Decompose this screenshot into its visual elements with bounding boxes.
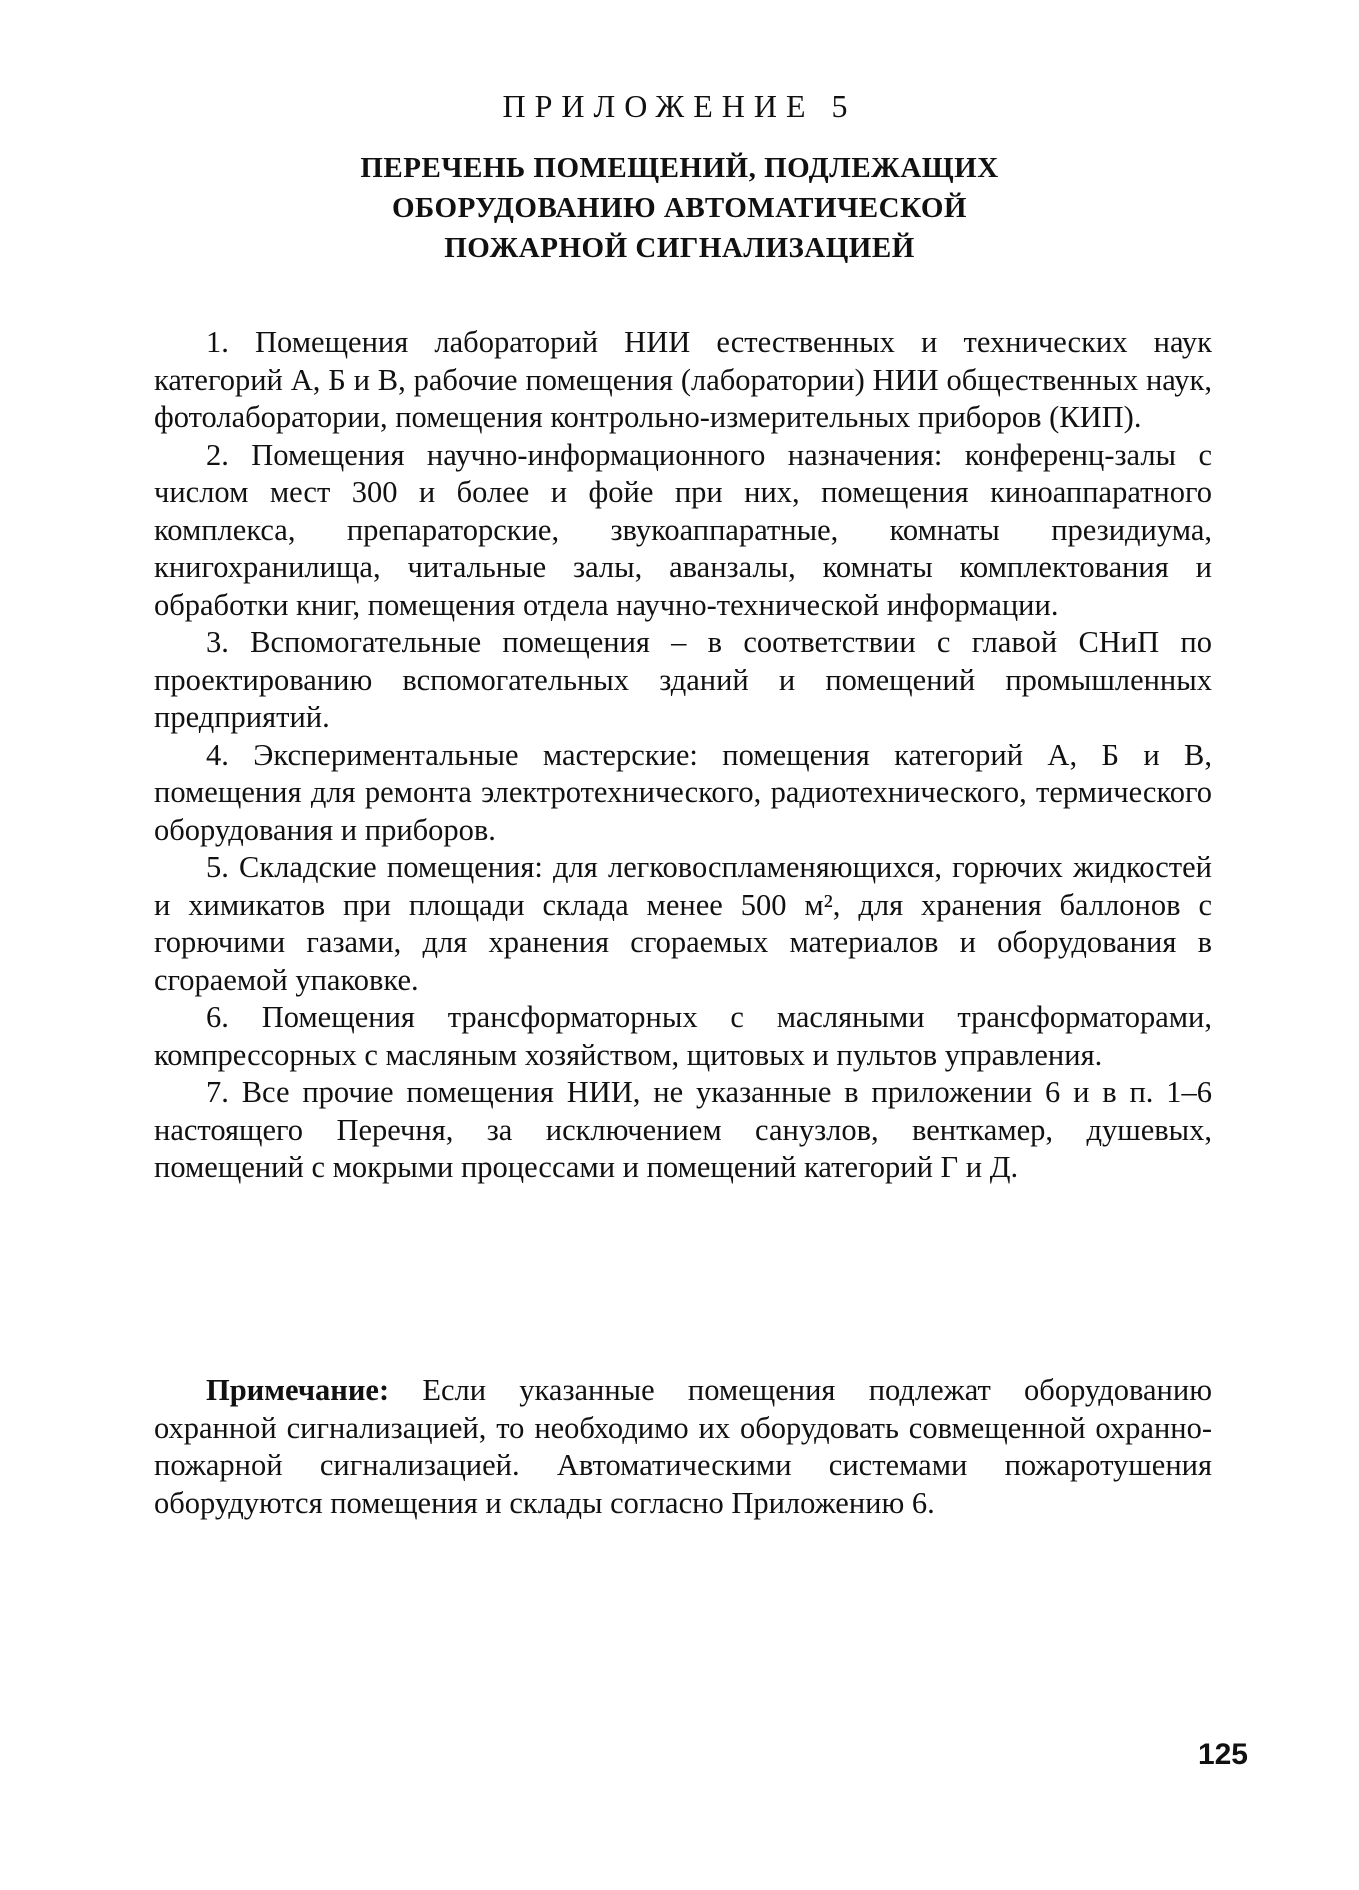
list-item: 3. Вспомогательные помещения – в соответствии с главой СНиП по проектированию вспомогательных зданий и помещений промышленных предприятий. <box>154 625 1212 734</box>
note-label: Примечание: <box>206 1373 390 1407</box>
list-item: 1. Помещения лабораторий НИИ естественных и технических наук категорий А, Б и В, рабочие помещения (лаборатории) НИИ общественных наук, фотолаборатории, помещения контрольно-измерительных приборов (КИП). <box>154 325 1212 434</box>
list-item: 6. Помещения трансформаторных с масляными трансформаторами, компрессорных с масляным хозяйством, щитовых и пультов управления. <box>154 1000 1212 1072</box>
appendix-label: ПРИЛОЖЕНИЕ 5 <box>502 88 857 124</box>
document-title <box>0 148 1359 268</box>
list-item: 4. Экспериментальные мастерские: помещения категорий А, Б и В, помещения для ремонта электротехнического, радиотехнического, термического оборудования и приборов. <box>154 737 1212 847</box>
list-item: 7. Все прочие помещения НИИ, не указанные в приложении 6 и в п. 1–6 настоящего Перечня, за исключением санузлов, венткамер, душевых, помещений с мокрыми процессами и помещений категорий Г и Д. <box>154 1075 1212 1184</box>
list-item: 5. Складские помещения: для легковоспламеняющихся, горючих жидкостей и химикатов при площади склада менее 500 м², для хранения баллонов с горючими газами, для хранения сгораемых материалов и оборудования в сгораемой упаковке. <box>154 850 1212 997</box>
room-list <box>154 324 1212 1187</box>
list-item: 2. Помещения научно-информационного назначения: конференц-залы с числом мест 300 и более и фойе при них, помещения киноаппаратного комплекса, препараторские, звукоаппаратные, комнаты президиума, книгохранилища, читальные залы, аванзалы, комнаты комплектования и обработки книг, помещения отдела научно-технической информации. <box>154 437 1212 622</box>
title-line: ОБОРУДОВАНИЮ АВТОМАТИЧЕСКОЙ <box>392 192 967 224</box>
page-number: 125 <box>1197 1738 1248 1771</box>
title-line: ПОЖАРНОЙ СИГНАЛИЗАЦИЕЙ <box>444 232 915 264</box>
note-text: Если указанные помещения подлежат оборудованию охранной сигнализацией, то необходимо их оборудовать совмещенной охранно-пожарной сигнализацией. Автоматическими системами пожаротушения оборудуются помещения и склады согласно Приложению 6. <box>154 1373 1212 1520</box>
title-line: ПЕРЕЧЕНЬ ПОМЕЩЕНИЙ, ПОДЛЕЖАЩИХ <box>360 152 999 184</box>
note-paragraph <box>154 1372 1212 1522</box>
